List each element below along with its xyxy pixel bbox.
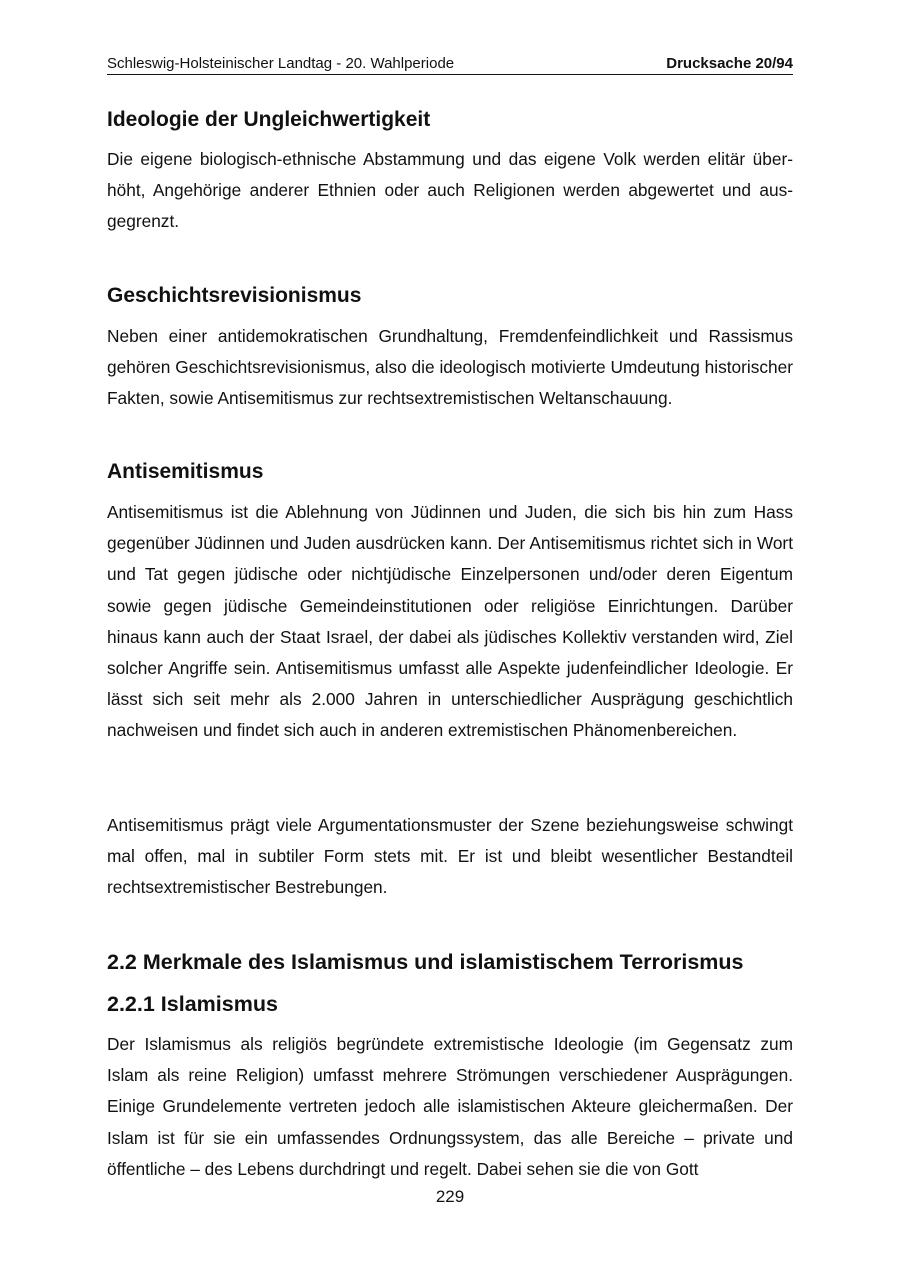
page-number: 229 — [435, 1187, 465, 1206]
heading-section-2-2-1: 2.2.1 Islamismus — [107, 992, 278, 1016]
heading-section-2-2: 2.2 Merkmale des Islamismus und islamistischem Terrorismus — [107, 950, 744, 974]
paragraph-antisemitismus-2: Antisemitismus prägt viele Argumentationsmuster der Szene beziehungsweise schwingt mal offen, mal in subtiler Form stets mit. Er ist und bleibt wesentlicher Bestandteil rechtsextremistischer Bestrebungen. — [107, 815, 793, 898]
page-header — [107, 54, 793, 75]
heading-ideologie: Ideologie der Ungleichwertigkeit — [107, 108, 431, 131]
paragraph-ideologie: Die eigene biologisch-ethnische Abstammung und das eigene Volk werden elitär überhöht, Angehörige anderer Ethnien oder auch Religionen werden abgewertet und ausgegrenzt. — [107, 149, 793, 232]
header-title: Schleswig-Holsteinischer Landtag - 20. Wahlperiode — [107, 55, 455, 72]
heading-geschichtsrevisionismus: Geschichtsrevisionismus — [107, 284, 362, 307]
paragraph-islamismus: Der Islamismus als religiös begründete extremistische Ideologie (im Gegensatz zum Islam als reine Religion) umfasst mehrere Strömungen verschiedener Ausprägungen. Einige Grundelemente vertreten jedoch alle islamistischen Akteure gleichermaßen. Der Islam ist für sie ein umfassendes Ordnungssystem, das alle Bereiche – private und öffentliche – des Lebens durchdringt und regelt. Dabei sehen sie die von Gott — [107, 1034, 793, 1179]
paragraph-geschichtsrevisionismus: Neben einer antidemokratischen Grundhaltung, Fremdenfeindlichkeit und Rassismus gehören Geschichtsrevisionismus, also die ideologisch motivierte Umdeutung historischer Fakten, sowie Antisemitismus zur rechtsextremistischen Weltanschauung. — [107, 326, 793, 409]
heading-antisemitismus: Antisemitismus — [107, 460, 264, 483]
paragraph-antisemitismus-1: Antisemitismus ist die Ablehnung von Jüdinnen und Juden, die sich bis hin zum Hass gegenüber Jüdinnen und Juden ausdrücken kann. Der Antisemitismus richtet sich in Wort und Tat gegen jüdische oder nichtjüdische Einzelpersonen und/oder deren Eigentum sowie gegen jüdische Gemeindeinstitutionen oder religiöse Einrichtungen. Darüber hinaus kann auch der Staat Israel, der dabei als jüdisches Kollektiv verstanden wird, Ziel solcher Angriffe sein. Antisemitismus umfasst alle Aspekte judenfeindlicher Ideologie. Er lässt sich seit mehr als 2.000 Jahren in unterschiedlicher Ausprägung geschichtlich nachweisen und findet sich auch in anderen extremistischen Phänomenbereichen. — [107, 502, 793, 741]
document-number: Drucksache 20/94 — [666, 55, 793, 72]
